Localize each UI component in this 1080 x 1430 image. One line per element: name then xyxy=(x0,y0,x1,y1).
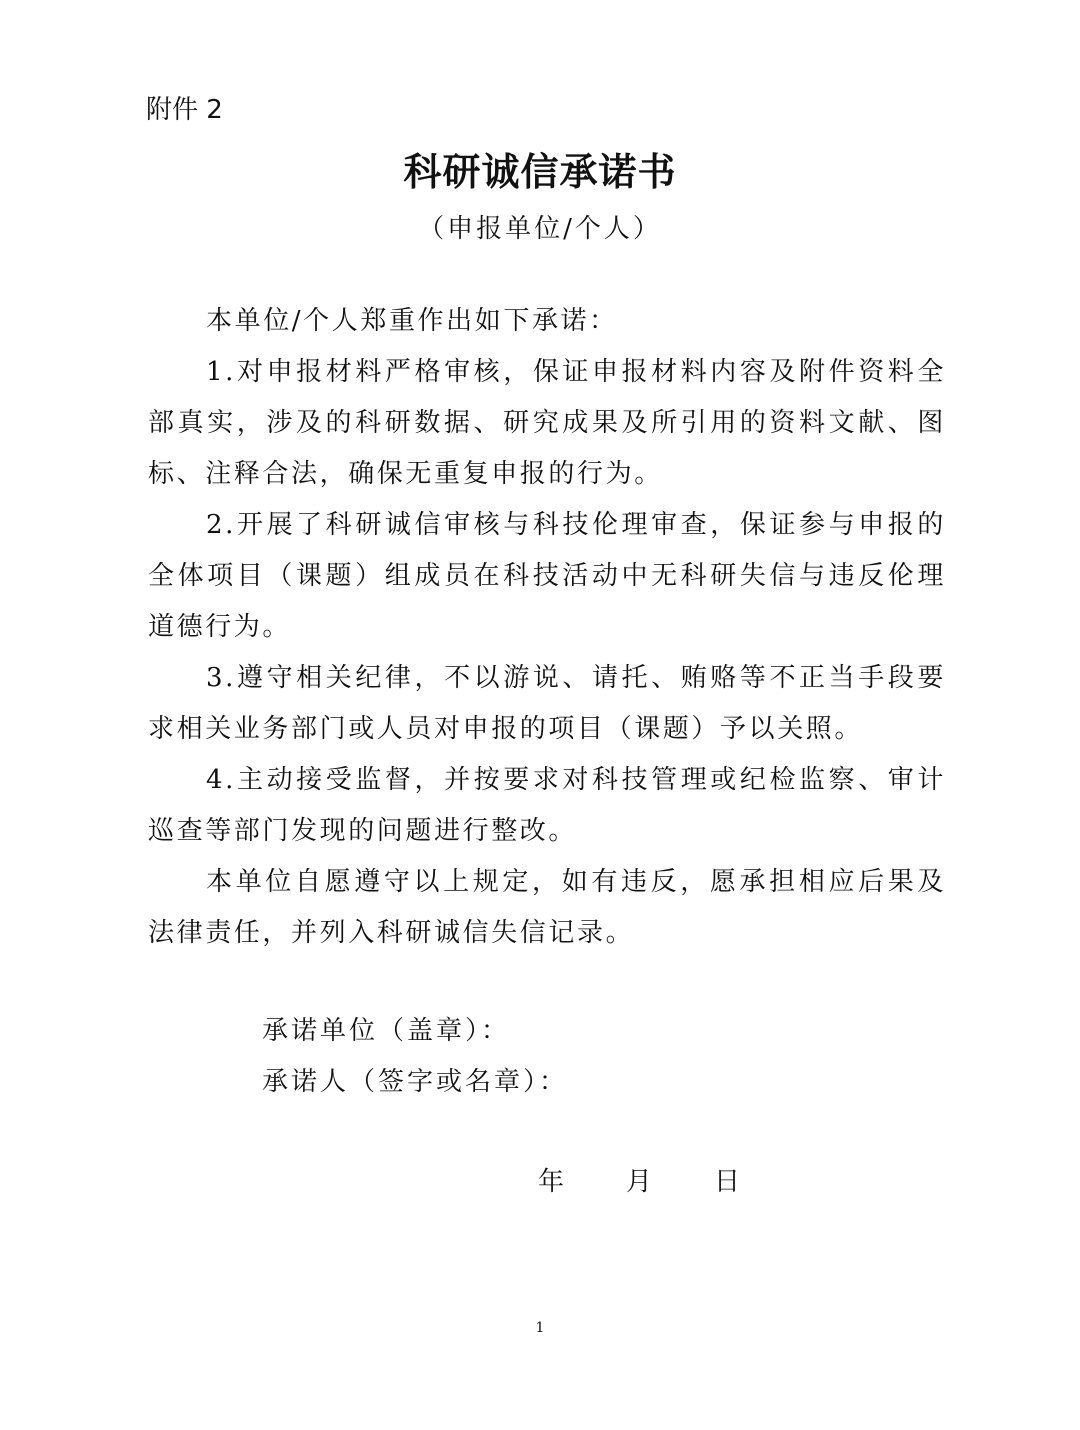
intro-paragraph: 本单位/个人郑重作出如下承诺： xyxy=(206,306,618,336)
closing-paragraph: 本单位自愿遵守以上规定，如有违反，愿承担相应后果及法律责任，并列入科研诚信失信记录。 xyxy=(148,867,946,948)
date-line xyxy=(538,1160,802,1204)
document-title: 科研诚信承诺书 xyxy=(403,150,677,194)
commitment-item-4: 4.主动接受监督，并按要求对科技管理或纪检监察、审计巡查等部门发现的问题进行整改。 xyxy=(148,765,946,846)
attachment-label: 附件 2 xyxy=(146,95,223,125)
date-year: 年 xyxy=(538,1167,565,1197)
commitment-body xyxy=(148,296,946,959)
committing-person-label: 承诺人（签字或名章）： xyxy=(262,1067,569,1097)
commitment-item-3: 3.遵守相关纪律，不以游说、请托、贿赂等不正当手段要求相关业务部门或人员对申报的项目（课题）予以关照。 xyxy=(148,663,946,744)
document-subtitle: （申报单位/个人） xyxy=(418,214,662,244)
page-number: 1 xyxy=(535,1320,545,1336)
committing-unit-label: 承诺单位（盖章）： xyxy=(262,1016,511,1046)
date-month: 月 xyxy=(626,1167,653,1197)
commitment-item-2: 2.开展了科研诚信审核与科技伦理审查，保证参与申报的全体项目（课题）组成员在科技活动中无科研失信与违反伦理道德行为。 xyxy=(148,510,946,642)
date-day: 日 xyxy=(714,1167,741,1197)
commitment-item-1: 1.对申报材料严格审核，保证申报材料内容及附件资料全部真实，涉及的科研数据、研究成果及所引用的资料文献、图标、注释合法，确保无重复申报的行为。 xyxy=(148,357,946,489)
signature-block xyxy=(262,1006,568,1108)
